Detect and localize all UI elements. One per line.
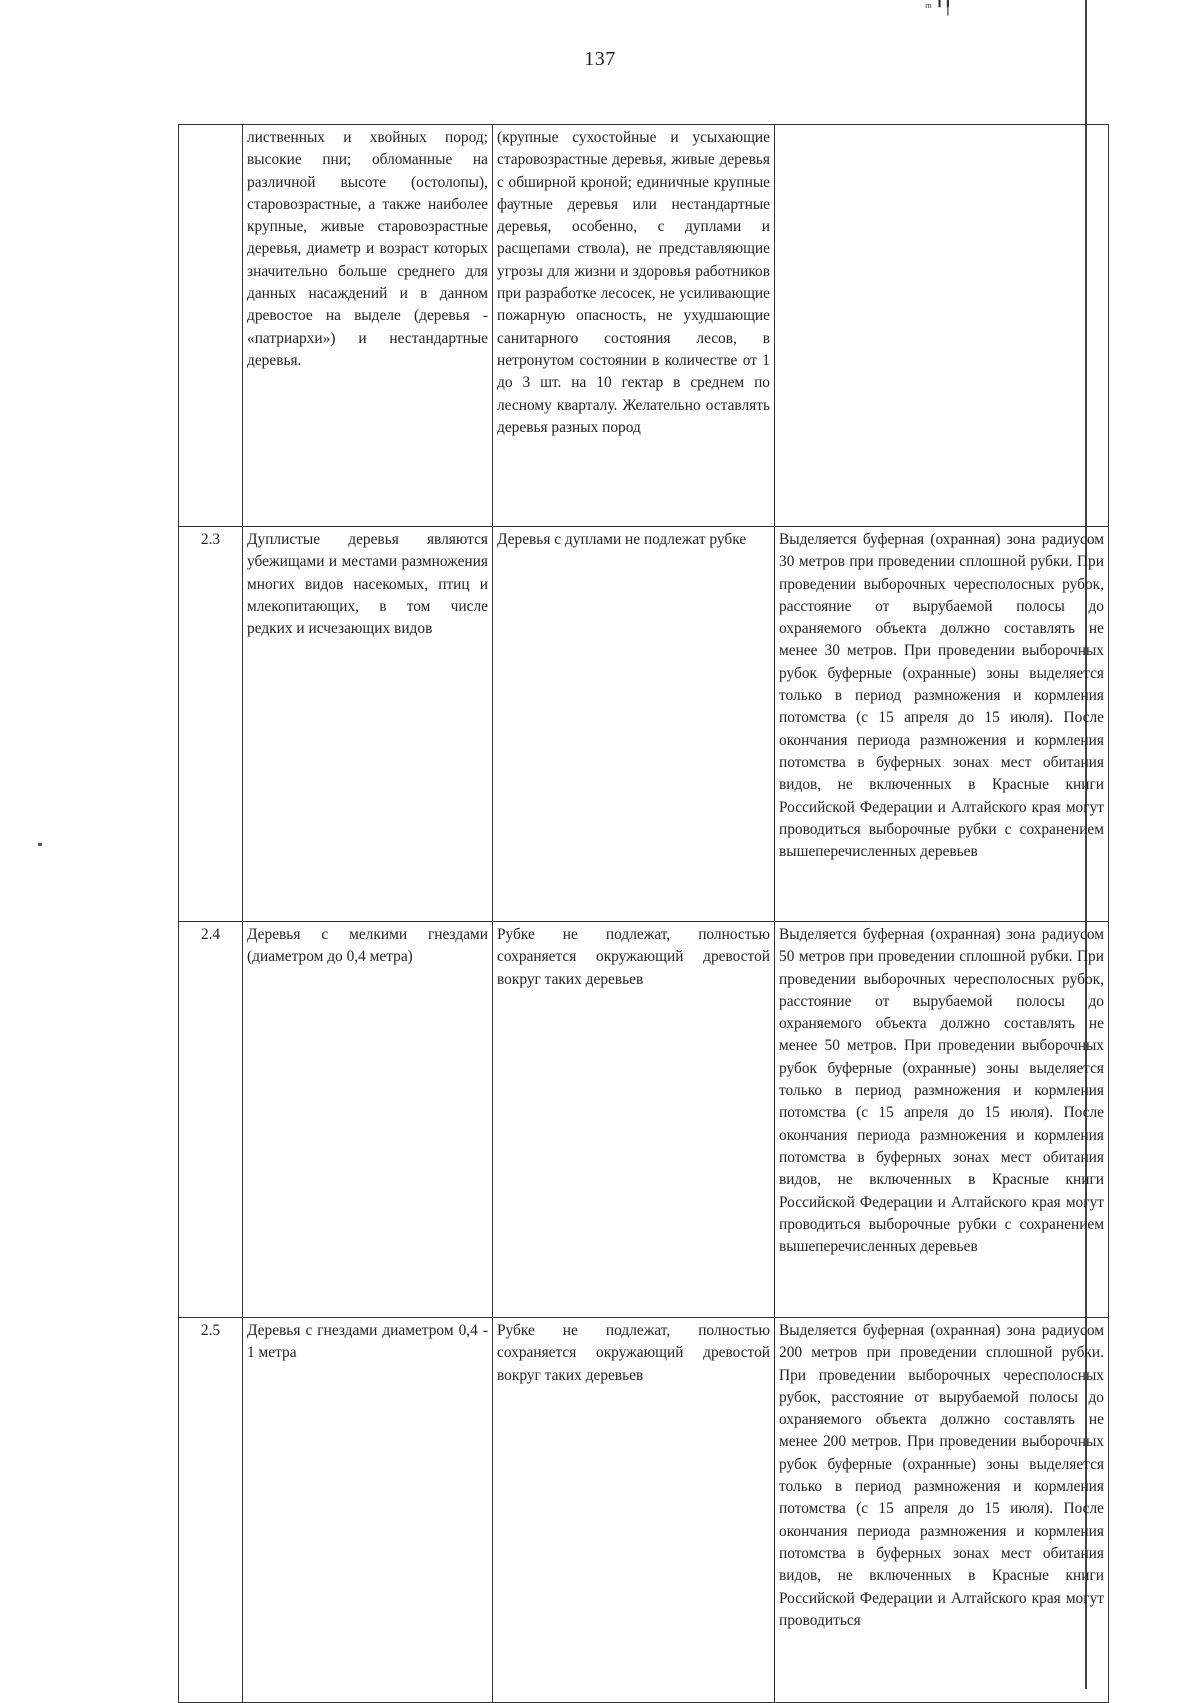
- table-row: [179, 1318, 1109, 1703]
- protected-object-cell: Деревья с мелкими гнездами (диаметром до 0,4 метра): [243, 922, 493, 1318]
- buffer-zone-cell: Выделяется буферная (охранная) зона радиусом 50 метров при проведении сплошной рубки. При проведении выборочных чересполосных рубок, расстояние от вырубаемой полосы до охраняемого объекта должно составлять не менее 50 метров. При проведении выборочных рубок буферные (охранные) зоны выделяется только в период размножения и кормления потомства (с 15 апреля до 15 июля). После окончания периода размножения и кормления потомства в буферных зонах мест обитания видов, не включенных в Красные книги Российской Федерации и Алтайского края могут проводиться выборочные рубки с сохранением вышеперечисленных деревьев: [775, 922, 1109, 1318]
- row-number: 2.5: [179, 1318, 243, 1703]
- row-number: 2.3: [179, 527, 243, 922]
- protection-measures-cell: (крупные сухостойные и усыхающие старовозрастные деревья, живые деревья с обширной кроной; единичные крупные фаутные деревья или нестандартные деревья, особенно, с дуплами и расщепами ствола), не представляющие угрозы для жизни и здоровья работников при разработке лесосек, не усиливающие пожарную опасность, не ухудшающие санитарного состояния лесов, в нетронутом состоянии в количестве от 1 до 3 шт. на 10 гектар в среднем по лесному кварталу. Желательно оставлять деревья разных пород: [493, 125, 775, 527]
- table-row: [179, 922, 1109, 1318]
- scan-speck: [38, 843, 42, 846]
- scan-corner-marks: ᵐ ╹╿: [925, 1, 953, 16]
- regulations-table: [178, 124, 1109, 1703]
- row-number: 2.4: [179, 922, 243, 1318]
- protected-object-cell: Деревья с гнездами диаметром 0,4 - 1 метра: [243, 1318, 493, 1703]
- protection-measures-cell: Рубке не подлежат, полностью сохраняется окружающий древостой вокруг таких деревьев: [493, 1318, 775, 1703]
- buffer-zone-cell: Выделяется буферная (охранная) зона радиусом 30 метров при проведении сплошной рубки. При проведении выборочных чересполосных рубок, расстояние от вырубаемой полосы до охраняемого объекта должно составлять не менее 30 метров. При проведении выборочных рубок буферные (охранные) зоны выделяется только в период размножения и кормления потомства (с 15 апреля до 15 июля). После окончания периода размножения и кормления потомства в буферных зонах мест обитания видов, не включенных в Красные книги Российской Федерации и Алтайского края могут проводиться выборочные рубки с сохранением вышеперечисленных деревьев: [775, 527, 1109, 922]
- page-number: 137: [584, 48, 616, 70]
- table-row: [179, 125, 1109, 527]
- buffer-zone-cell: Выделяется буферная (охранная) зона радиусом 200 метров при проведении сплошной рубки. При проведении выборочных чересполосных рубок, расстояние от вырубаемой полосы до охраняемого объекта должно составлять не менее 200 метров. При проведении выборочных рубок буферные (охранные) зоны выделяется только в период размножения и кормления потомства (с 15 апреля до 15 июля). После окончания периода размножения и кормления потомства в буферных зонах мест обитания видов, не включенных в Красные книги Российской Федерации и Алтайского края могут проводиться: [775, 1318, 1109, 1703]
- buffer-zone-cell: [775, 125, 1109, 527]
- protected-object-cell: лиственных и хвойных пород; высокие пни; обломанные на различной высоте (остолопы), старовозрастные, а также наиболее крупные, живые старовозрастные деревья, диаметр и возраст которых значительно больше среднего для данных насаждений и в данном древостое на выделе (деревья - «патриархи») и нестандартные деревья.: [243, 125, 493, 527]
- protected-object-cell: Дуплистые деревья являются убежищами и местами размножения многих видов насекомых, птиц и млекопитающих, в том числе редких и исчезающих видов: [243, 527, 493, 922]
- protection-measures-cell: Деревья с дуплами не подлежат рубке: [493, 527, 775, 922]
- protection-measures-cell: Рубке не подлежат, полностью сохраняется окружающий древостой вокруг таких деревьев: [493, 922, 775, 1318]
- row-number: [179, 125, 243, 527]
- table-row: [179, 527, 1109, 922]
